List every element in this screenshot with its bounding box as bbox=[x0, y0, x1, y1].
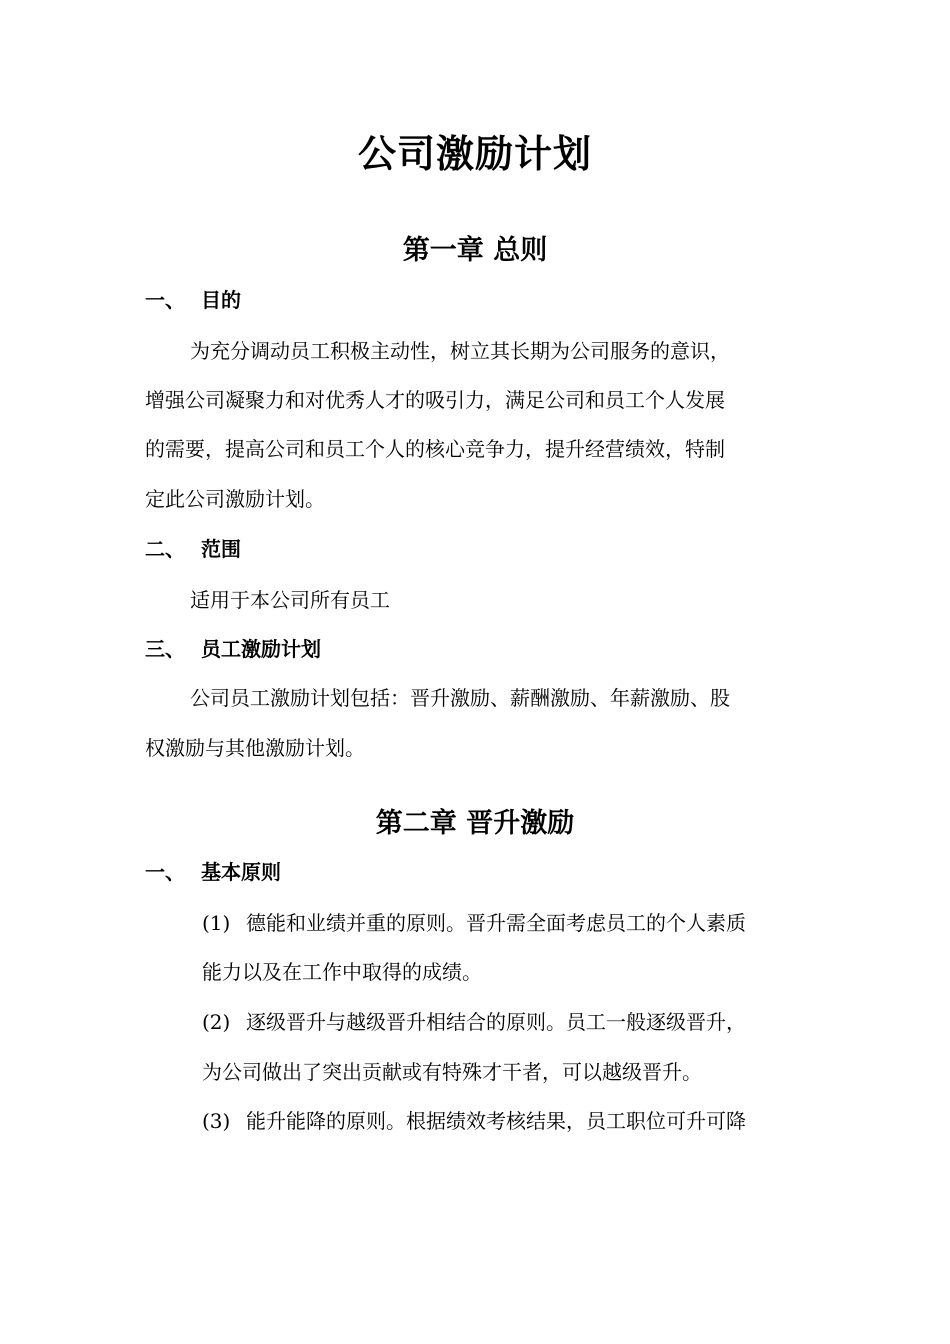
paragraph-line: 权激励与其他激励计划。 bbox=[145, 736, 365, 760]
chapter-2-title: 第二章 晋升激励 bbox=[375, 808, 575, 839]
list-item-marker: (3) bbox=[202, 1109, 231, 1133]
section-number: 一、 bbox=[145, 860, 185, 884]
list-item-continuation: 能力以及在工作中取得的成绩。 bbox=[202, 960, 482, 984]
list-item bbox=[202, 1106, 746, 1136]
section-number: 三、 bbox=[145, 637, 185, 661]
section-title: 范围 bbox=[201, 537, 241, 561]
document-title: 公司激励计划 bbox=[357, 132, 592, 176]
list-item-text: 德能和业绩并重的原则。晋升需全面考虑员工的个人素质 bbox=[246, 911, 746, 935]
section-title: 目的 bbox=[201, 288, 241, 312]
section-title: 员工激励计划 bbox=[201, 637, 321, 661]
list-item bbox=[202, 908, 746, 938]
list-item bbox=[202, 1007, 746, 1037]
section-number: 一、 bbox=[145, 288, 185, 312]
chapter-1-section-1-heading bbox=[145, 285, 241, 315]
section-number: 二、 bbox=[145, 537, 185, 561]
paragraph-line: 为充分调动员工积极主动性，树立其长期为公司服务的意识， bbox=[190, 339, 730, 363]
section-title: 基本原则 bbox=[201, 860, 281, 884]
list-item-marker: (1) bbox=[202, 911, 231, 935]
chapter-1-section-2-heading bbox=[145, 534, 241, 564]
paragraph-line: 公司员工激励计划包括：晋升激励、薪酬激励、年薪激励、股 bbox=[190, 686, 730, 710]
chapter-2-section-1-heading bbox=[145, 857, 281, 887]
chapter-1-title: 第一章 总则 bbox=[402, 235, 548, 266]
list-item-text: 能升能降的原则。根据绩效考核结果，员工职位可升可降 bbox=[246, 1109, 746, 1133]
chapter-1-section-3-heading bbox=[145, 634, 321, 664]
list-item-text: 逐级晋升与越级晋升相结合的原则。员工一般逐级晋升， bbox=[246, 1010, 746, 1034]
list-item-continuation: 为公司做出了突出贡献或有特殊才干者，可以越级晋升。 bbox=[202, 1060, 702, 1084]
paragraph-line: 定此公司激励计划。 bbox=[145, 487, 325, 511]
paragraph-line: 增强公司凝聚力和对优秀人才的吸引力，满足公司和员工个人发展 bbox=[145, 388, 725, 412]
list-item-marker: (2) bbox=[202, 1010, 231, 1034]
paragraph-line: 的需要，提高公司和员工个人的核心竞争力，提升经营绩效，特制 bbox=[145, 437, 725, 461]
paragraph-line: 适用于本公司所有员工 bbox=[190, 588, 390, 612]
